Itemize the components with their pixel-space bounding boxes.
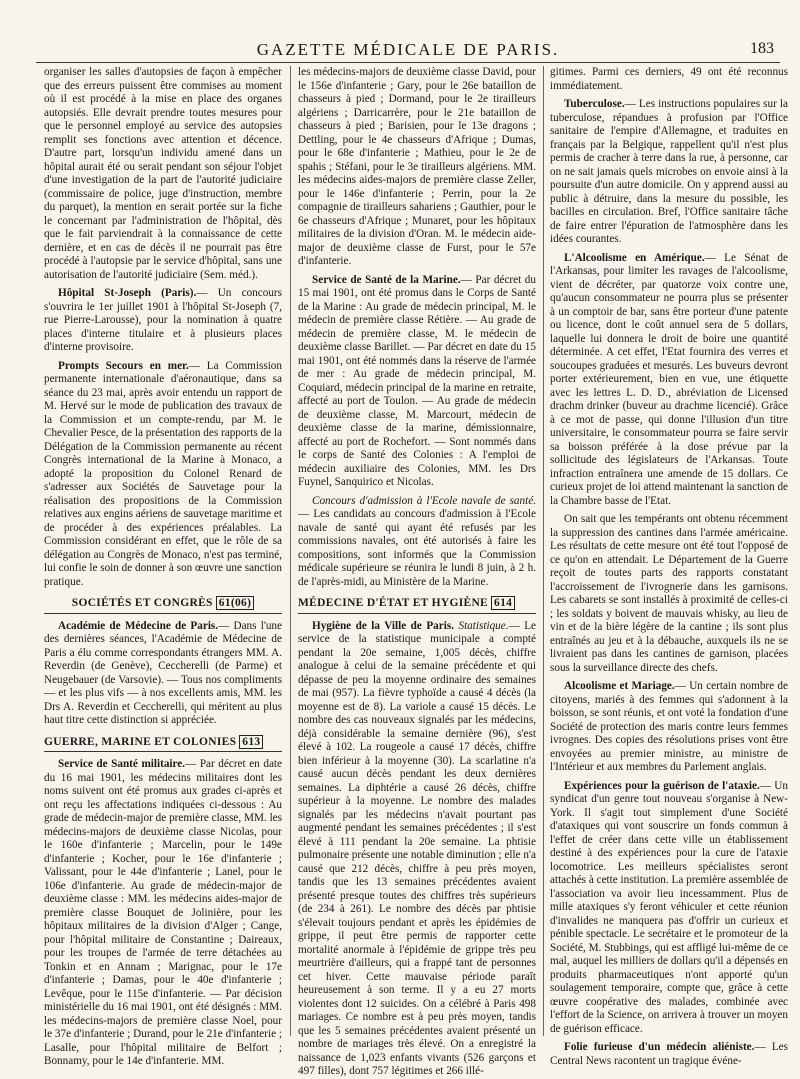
paragraph — [44, 758, 282, 1069]
section-title: SOCIÉTÉS ET CONGRÈS — [71, 597, 213, 609]
article-text: — Un certain nombre de citoyens, mariés à des femmes qui s'adonnent à la boisson, se sont réunis, et ont voté la fondation d'une Société de protection des maris contre leurs femmes ivrognes. Des copies des résolutions prises vont être envoyées au premier ministre, au ministre de l'Intérieur et aux membres du Parlement anglais. — [550, 680, 788, 773]
section-heading — [44, 736, 282, 753]
article-heading: Alcoolisme et Mariage. — [564, 680, 675, 692]
article-heading: Service de Santé militaire. — [58, 758, 186, 770]
article-text: — Dans l'une des dernières séances, l'Académie de Médecine de Paris a élu comme correspondants étrangers MM. A. Reverdin (de Genève), Ceccherelli (de Parme) et Neugebauer (de Varsovie). — Tous nos compliments — et les plus vifs — à nos excellents amis, MM. les Drs A. Reverdin et Ceccherelli, qui méritent au plus haut titre cette distinction si appréciée. — [44, 619, 282, 726]
article-text: — Les candidats au concours d'admission à l'Ecole navale de santé qui ayant été refusés par les commissions navales, ont été autorisés à faire les compositions, sont informés que la Commission médicale supérieure se réunira le lundi 8 juin, à 2 h. de l'après-midi, au Ministère de la Marine. — [298, 508, 536, 588]
running-header — [36, 40, 780, 63]
paragraph: gitimes. Parmi ces derniers, 49 ont été reconnus immédiatement. — [550, 66, 788, 92]
article-heading: Académie de Médecine de Paris. — [58, 619, 219, 632]
article-text: — Un syndicat d'un genre tout nouveau s'organise à New-York. Il s'agit tout simplement d'une Société d'ataxiques qui vont souscrire un fonds commun à l'effet de créer dans cette ville un établissement destiné à des expériences pour la cure de l'ataxie locomotrice. Les meilleurs spécialistes seront attachés à cette institution. La première assemblée de l'association va avoir lieu incessamment. Plus de mille ataxiques s'y feront véhiculer et cette réunion d'invalides ne manquera pas d'offrir un curieux et pénible spectacle. Le secrétaire et le promoteur de la Société, M. Stubbings, qui est affligé lui-même de ce mal, auquel les milliers de dollars qu'il a dépensés en produits pharmaceutiques n'ont apporté qu'un soulagement temporaire, compte que, grâce à cette œuvre coopérative des malades, combinée avec l'effort de la Science, on arrivera à trouver un moyen de guérison efficace. — [550, 779, 788, 1035]
paragraph — [550, 98, 788, 247]
paragraph — [44, 287, 282, 355]
paragraph — [44, 360, 282, 590]
paragraph: On sait que les tempérants ont obtenu récemment la suppression des cantines dans l'armée américaine. Les résultats de cette mesure ont été tout l'opposé de ce qu'on en attendait. Le Département de la Guerre reçoit de toutes parts des rapports constatant l'accroissement de l'ivrognerie dans les garnisons. Les cabarets se sont installés à proximité de celles-ci ; les soldats y boivent de mauvais whisky, au lieu de vin et de la bière légère de la cantine ; ils sont plus entraînés au jeu et à la débauche, auxquels ils ne se livraient pas dans les cantines de garnison, placées sous la surveillance directe des chefs. — [550, 513, 788, 674]
column-divider — [543, 66, 544, 1036]
paragraph — [298, 620, 536, 1079]
article-text: — Par décret du 15 mai 1901, ont été promus dans le Corps de Santé de la Marine : Au grade de médecin principal, M. le médecin de première classe Rétière. — Au grade de médecin de première classe, M. le médecin de deuxième classe Barillet. — Par décret en date du 15 mai 1901, ont été nommés dans la réserve de l'armée de mer : Au grade de médecin principal, M. Coquiard, médecin principal de la marine en retraite, affecté au port de Toulon. — Au grade de médecin de deuxième classe, M. Marcourt, médecin de deuxième classe de la marine, démissionnaire, affecté au port de Rochefort. — Sont nommés dans le corps de Santé des Colonies : A l'emploi de médecin auxiliaire des Colonies, MM. les Drs Fuynel, Sanquirico et Nicolas. — [298, 273, 536, 488]
article-heading: Expériences pour la guérison de l'ataxie. — [564, 779, 760, 792]
article-text: — Par décret en date du 16 mai 1901, les médecins militaires dont les noms suivent ont été promus aux grades ci-après et ont reçu les affectations indiquées ci-dessous : Au grade de médecin-major de première classe, MM. les médecins-majors de deuxième classe Nicolas, pour le 160e d'infanterie ; Marcelin, pour le 149e d'infanterie ; Kocher, pour le 16e d'infanterie ; Valissant, pour le 44e d'infanterie ; Lanel, pour le 106e d'infanterie. Au grade de médecin-major de deuxième classe : MM. les médecins aides-major de première classe Bouquet de Jolinière, pour les hôpitaux militaires de la division d'Alger ; Cange, pour l'hôpital militaire de Constantine ; Daireaux, pour les troupes de l'armée de terre détachées au Tonkin et en Annam ; Marignac, pour le 17e d'infanterie ; Damas, pour le 40e d'infanterie ; Levêque, pour le 115e d'infanterie. — Par décision ministérielle du 16 mai 1901, ont été désignés : MM. les médecins-majors de première classe Noel, pour le 37e d'infanterie ; Durand, pour le 21e d'infanterie ; Lasalle, pour l'hôpital militaire de Belfort ; Bonnamy, pour le 14e d'infanterie. MM. — [44, 758, 282, 1067]
paragraph: organiser les salles d'autopsies de façon à empêcher que des erreurs puissent être commises au moment où il est procédé à la mise en place des organes autopsiés. Elle devrait prendre toutes mesures pour que le personnel employé au service des autopsies remplit ses fonctions avec attention et décence. D'autre part, lorsqu'un individu amené dans un hôpital aurait été ou serait pendant son séjour l'objet d'une investigation de la part de l'autorité judiciaire (commissaire de police, juge d'instruction, membre du parquet), la mention en serait portée sur la fiche le concernant par l'administration de l'hôpital, dès que le fait parviendrait à la connaissance de cette dernière, et en cas de décès il ne pourrait pas être procédé à l'autopsie par le service d'hôpital, sans une autorisation de l'autorité judiciaire (Sem. méd.). — [44, 66, 282, 281]
article-heading: Service de Santé de la Marine. — [312, 273, 461, 286]
article-text: — La Commission permanente internationale d'aéronautique, dans sa séance du 23 mai, après avoir entendu un rapport de M. Hervé sur le mode de publication des travaux de la Commission et un compte-rendu, par M. le Chevalier Pesce, de la présentation des rapports de la Délégation de la Commission permanente au récent Congrès international de la Marine à Monaco, a adopté la proposition du Colonel Renard de s'adresser aux Sociétés de Sauvetage pour la réalisation des propositions de la Commission relatives aux engins aériens de sauvetage maritime et de procéder à des expériences préalables. La Commission considérant en effet, que le rôle de sa délégation au Congrès de Monaco, n'est pas terminé, lui confie le soin de donner à son œuvre une sanction pratique. — [44, 359, 282, 588]
section-heading — [298, 597, 536, 614]
article-text: — Un concours s'ouvrira le 1er juillet 1901 à l'hôpital St-Joseph (7, rue Pierre-Larousse), pour la nomination à quatre places d'interne titulaire et à plusieurs places d'interne provisoire. — [44, 287, 282, 353]
section-title: GUERRE, MARINE ET COLONIES — [44, 735, 237, 748]
section-code: 61(06) — [216, 596, 254, 610]
paragraph — [298, 274, 536, 490]
column-divider — [290, 66, 291, 1036]
article-text: — Les instructions populaires sur la tuberculose, répandues à profusion par l'Office sanitaire de l'empire d'Allemagne, et traduites en français par la Belgique, rappellent qu'il n'est plus permis de cracher à terre dans la rue, à personne, car on ne sait jamais quels microbes on envoie ainsi à la poursuite d'un autre domicile. On y apprend aussi au public à détruire, dans la mesure du possible, les bacilles en circulation. Bref, l'Office sanitaire tâche de faire entrer l'épuration de l'atmosphère dans les idées courantes. — [550, 98, 788, 245]
column-2 — [298, 66, 536, 1077]
article-heading: L'Alcoolisme en Amérique. — [564, 251, 705, 264]
section-title: MÉDECINE D'ÉTAT ET HYGIÈNE — [298, 597, 489, 609]
paragraph — [550, 252, 788, 509]
paragraph — [44, 620, 282, 728]
section-code: 614 — [491, 596, 515, 610]
page-number: 183 — [750, 40, 774, 57]
article-heading: Hôpital St-Joseph (Paris). — [58, 287, 197, 299]
column-1 — [44, 66, 282, 1067]
article-heading: Hygiène de la Ville de Paris. — [312, 619, 454, 632]
article-heading: Tuberculose. — [564, 98, 625, 110]
article-subheading: Statistique. — [458, 619, 509, 632]
paragraph — [550, 780, 788, 1037]
article-text: — Le Sénat de l'Arkansas, pour limiter les ravages de l'alcoolisme, vient de décréter, par quatorze voix contre une, qu'aucun consommateur ne pourra plus se présenter à un comptoir de bar, sans être porteur d'une patente ou licence, dont le coût annuel sera de 5 dollars, laquelle lui donnera le droit de boire une quantité déterminée. A cet effet, l'Etat fournira des verres et soucoupes graduées et mesurés. Les buveurs devront porter extérieurement, bien en vue, une étiquette avec les lettres L. D. D., abréviation de Licensed drachm drinker (buveur au drachme licencié). Grâce à ce mot de passe, qui donne l'illusion d'un titre universitaire, le consommateur pourra se faire servir sa boisson préférée à la dose prévue par la sollicitude des législateurs de l'Arkansas. Toute infraction entraînera une amende de 15 dollars. Ce curieux projet de loi attend maintenant la sanction de la Chambre basse de l'Etat. — [550, 251, 788, 507]
article-heading: Prompts Secours en mer. — [58, 359, 189, 372]
paragraph — [550, 1041, 788, 1068]
journal-title: GAZETTE MÉDICALE DE PARIS. — [256, 40, 560, 59]
paragraph — [550, 680, 788, 775]
article-text: — Les Central News racontent un tragique événe- — [550, 1041, 788, 1067]
paragraph — [298, 495, 536, 590]
paragraph: les médecins-majors de deuxième classe David, pour le 156e d'infanterie ; Gary, pour le 26e bataillon de chasseurs à pied ; Dormand, pour le 2e tirailleurs algériens ; Darricarrère, pour le 21e bataillon de chasseurs à pied ; Barisien, pour le 13e dragons ; Dettling, pour le 4e chasseurs d'Afrique ; Dumas, pour le 68e d'infanterie ; Mathieu, pour le 2e de spahis ; Stéfani, pour le 3e tirailleurs algériens. MM. les médecins aides-majors de première classe Zeller, pour le 146e d'infanterie ; Perrin, pour la 2e compagnie de tirailleurs sahariens ; Gauthier, pour le 6e chasseurs d'Afrique ; Munaret, pour les hôpitaux militaires de la division d'Oran. M. le médecin aide-major de deuxième classe de Furst, pour le 57e d'infanterie. — [298, 66, 536, 267]
section-code: 613 — [239, 735, 263, 749]
column-3 — [550, 66, 788, 1067]
section-heading — [44, 597, 282, 614]
article-heading: Folie furieuse d'un médecin aliéniste. — [564, 1041, 755, 1053]
article-text: — Le service de la statistique municipale a compté pendant la 20e semaine, 1,005 décès, chiffre analogue à celui de la semaine précédente et qui dépasse de peu la moyenne ordinaire des semaines de mai (957). La fièvre typhoïde a causé 4 décès (la moyenne est de 8). La variole a causé 15 décès. Le nombre des cas nouveaux signalés par les médecins, déjà considérable la semaine dernière (96), s'est élevé à 102. La rougeole a causé 17 décès, chiffre bien inférieur à la moyenne (30). La scarlatine n'a causé aucun décès pendant les deux dernières semaines. La diphtérie a causé 26 décès, chiffre supérieur à la moyenne. Le nombre des malades signalés par les médecins n'avait pourtant pas augmenté pendant les semaines précédentes ; il s'est élevé à 111 pendant la 20e semaine. La phtisie pulmonaire présente une notable diminution ; elle n'a causé que 212 décès, chiffre à peu près moyen, tandis que les 13 semaines précédentes avaient présenté presque toutes des chiffres très supérieurs (de 234 à 261). Le nombre des décès par phtisie s'élevait toujours pendant et après les épidémies de grippe, il peut être permis de rapporter cette mortalité anormale à l'épidémie de grippe très peu meurtrière d'ailleurs, qui a frappé tant de personnes cet hiver. Cette mauvaise période paraît heureusement à son terme. Il y a eu 27 morts violentes dont 12 suicides. On a célébré à Paris 498 mariages. Ce nombre est à peu près moyen, tandis que les 5 semaines précédentes avaient présenté un nombre de mariages très élevé. On a enregistré la naissance de 1,023 enfants vivants (526 garçons et 497 filles), dont 757 légitimes et 266 illé- — [298, 619, 536, 1077]
article-heading: Concours d'admission à l'Ecole navale de santé. — [312, 494, 536, 507]
